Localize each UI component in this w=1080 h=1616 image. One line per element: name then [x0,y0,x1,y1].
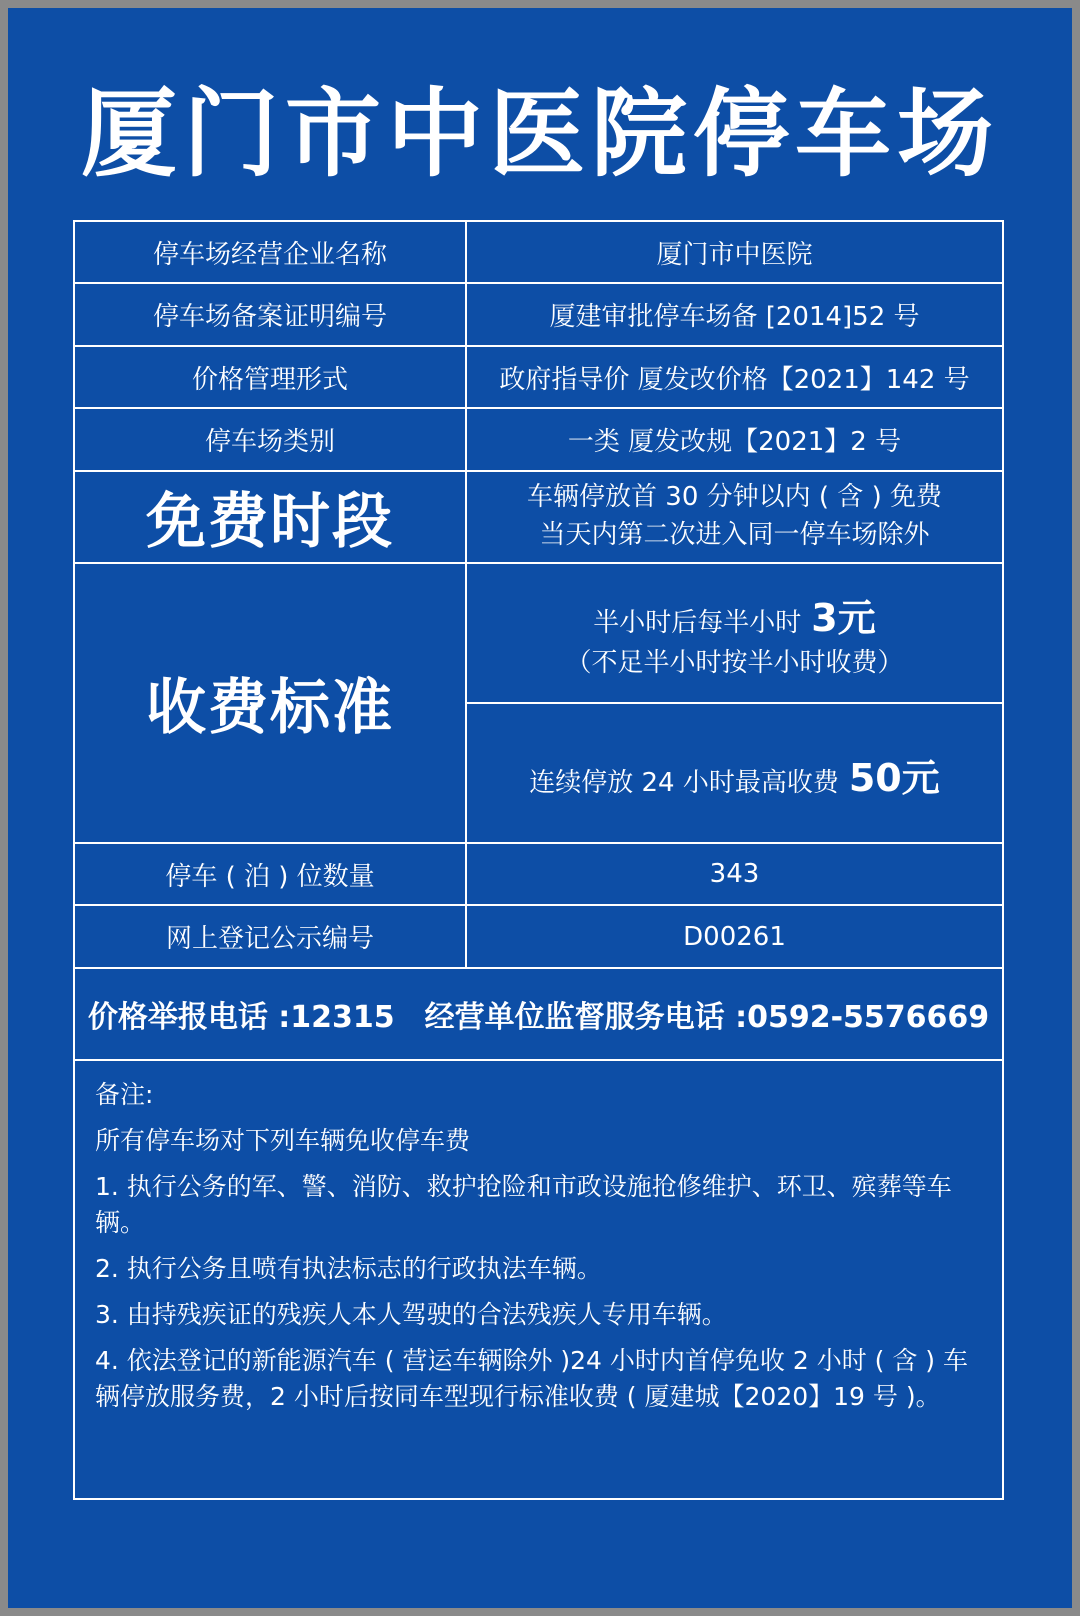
row-label-operator: 停车场经营企业名称 [75,222,467,282]
row-label-price-management: 价格管理形式 [75,347,467,407]
half-hour-fee [467,564,1002,704]
info-table [73,220,1004,1500]
phone-numbers [75,969,1002,1061]
page-title: 厦门市中医院停车场 [81,78,999,190]
notes-item: 2. 执行公务且喷有执法标志的行政执法车辆。 [95,1254,602,1283]
fee-standard-label: 收费标准 [75,564,467,842]
row-value-spaces: 343 [709,859,760,889]
row-label-filing-number: 停车场备案证明编号 [75,284,467,345]
parking-sign [8,8,1072,1608]
notes [95,1077,975,1425]
table-row [75,222,1002,284]
table-row [75,347,1002,409]
free-period-label: 免费时段 [75,472,467,562]
row-label-registry: 网上登记公示编号 [75,906,467,967]
daily-max-fee-price: 50元 [848,755,940,800]
daily-max-fee-text: 连续停放 24 小时最高收费 [529,767,839,798]
free-period-line-2: 当天内第二次进入同一停车场除外 [539,520,930,550]
row-value-category: 一类 厦发改规【2021】2 号 [567,427,902,457]
table-row [75,409,1002,472]
row-label-spaces: 停车 ( 泊 ) 位数量 [75,844,467,904]
free-period-value [467,472,1002,562]
fee-standard-row [75,564,1002,844]
half-hour-fee-note: （不足半小时按半小时收费） [565,648,904,678]
half-hour-fee-price: 3元 [811,596,876,640]
row-value-registry: D00261 [683,921,786,952]
table-row [75,284,1002,347]
fee-standard-values [467,564,1002,842]
table-row [75,906,1002,969]
table-row [75,844,1002,906]
notes-intro: 所有停车场对下列车辆免收停车费 [95,1126,471,1155]
row-value-price-management: 政府指导价 厦发改价格【2021】142 号 [499,364,970,395]
price-report-phone: 价格举报电话 :12315 [87,1000,395,1035]
notes-item: 4. 依法登记的新能源汽车 ( 营运车辆除外 )24 小时内首停免收 2 小时 ( 含 ) 车辆停放服务费，2 小时后按同车型现行标准收费 ( 厦建城【2020】19 号 )。 [95,1346,969,1411]
notes-item: 1. 执行公务的军、警、消防、救护抢险和市政设施抢修维护、环卫、殡葬等车辆。 [95,1172,952,1237]
half-hour-fee-text: 半小时后每半小时 [593,608,802,638]
notes-heading: 备注: [95,1080,154,1109]
row-label-category: 停车场类别 [75,409,467,470]
daily-max-fee [467,704,1002,844]
free-period-row [75,472,1002,564]
row-value-filing-number: 厦建审批停车场备 [2014]52 号 [549,302,920,332]
free-period-line-1: 车辆停放首 30 分钟以内 ( 含 ) 免费 [527,482,942,513]
row-value-operator: 厦门市中医院 [656,239,813,270]
notes-item: 3. 由持残疾证的残疾人本人驾驶的合法残疾人专用车辆。 [95,1300,727,1329]
supervision-phone: 经营单位监督服务电话 :0592-5576669 [424,1000,990,1035]
